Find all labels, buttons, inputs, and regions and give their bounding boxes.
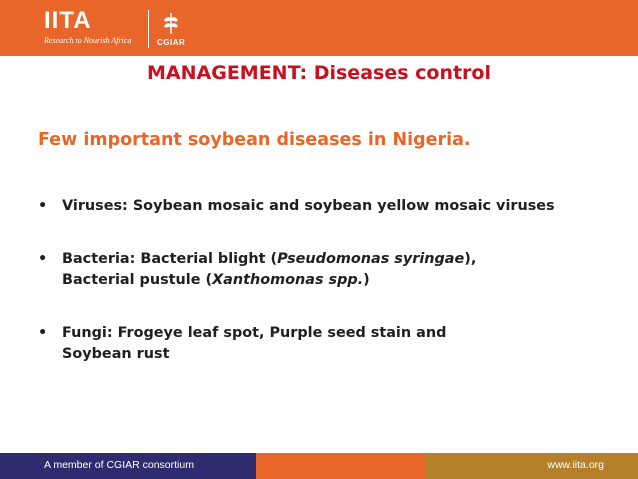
bullet-text-line-1: Bacteria: Bacterial blight (Pseudomonas syringae), bbox=[62, 251, 477, 267]
iita-logo-tagline: Research to Nourish Africa bbox=[44, 36, 132, 45]
footer-segment-middle bbox=[256, 453, 426, 479]
bullet-bacteria bbox=[38, 249, 628, 291]
cgiar-logo-text: CGIAR bbox=[157, 38, 186, 47]
iita-logo-text: IITA bbox=[44, 7, 92, 34]
slide-title: MANAGEMENT: Diseases control bbox=[147, 62, 491, 84]
slide-subtitle: Few important soybean diseases in Nigeria. bbox=[38, 130, 471, 150]
header-bar bbox=[0, 0, 638, 56]
footer-website-link[interactable]: www.iita.org bbox=[547, 459, 604, 471]
bullet-list bbox=[38, 196, 628, 397]
footer-segment-right bbox=[426, 453, 638, 479]
logo-divider bbox=[148, 10, 149, 48]
bullet-text-line-1: Fungi: Frogeye leaf spot, Purple seed stain and bbox=[62, 325, 447, 341]
cgiar-leaf-icon bbox=[158, 10, 184, 36]
bullet-marker: • bbox=[38, 198, 48, 214]
bullet-fungi bbox=[38, 323, 628, 365]
bullet-viruses bbox=[38, 196, 628, 217]
iita-logo bbox=[44, 8, 244, 52]
bullet-marker: • bbox=[38, 251, 48, 267]
bullet-marker: • bbox=[38, 325, 48, 341]
footer-consortium-text: A member of CGIAR consortium bbox=[44, 459, 194, 471]
bullet-text-line-2: Bacterial pustule (Xanthomonas spp.) bbox=[62, 272, 370, 288]
bullet-text-line-2: Soybean rust bbox=[62, 346, 170, 362]
footer-bar bbox=[0, 453, 638, 479]
bullet-text: Viruses: Soybean mosaic and soybean yellow mosaic viruses bbox=[62, 198, 555, 214]
